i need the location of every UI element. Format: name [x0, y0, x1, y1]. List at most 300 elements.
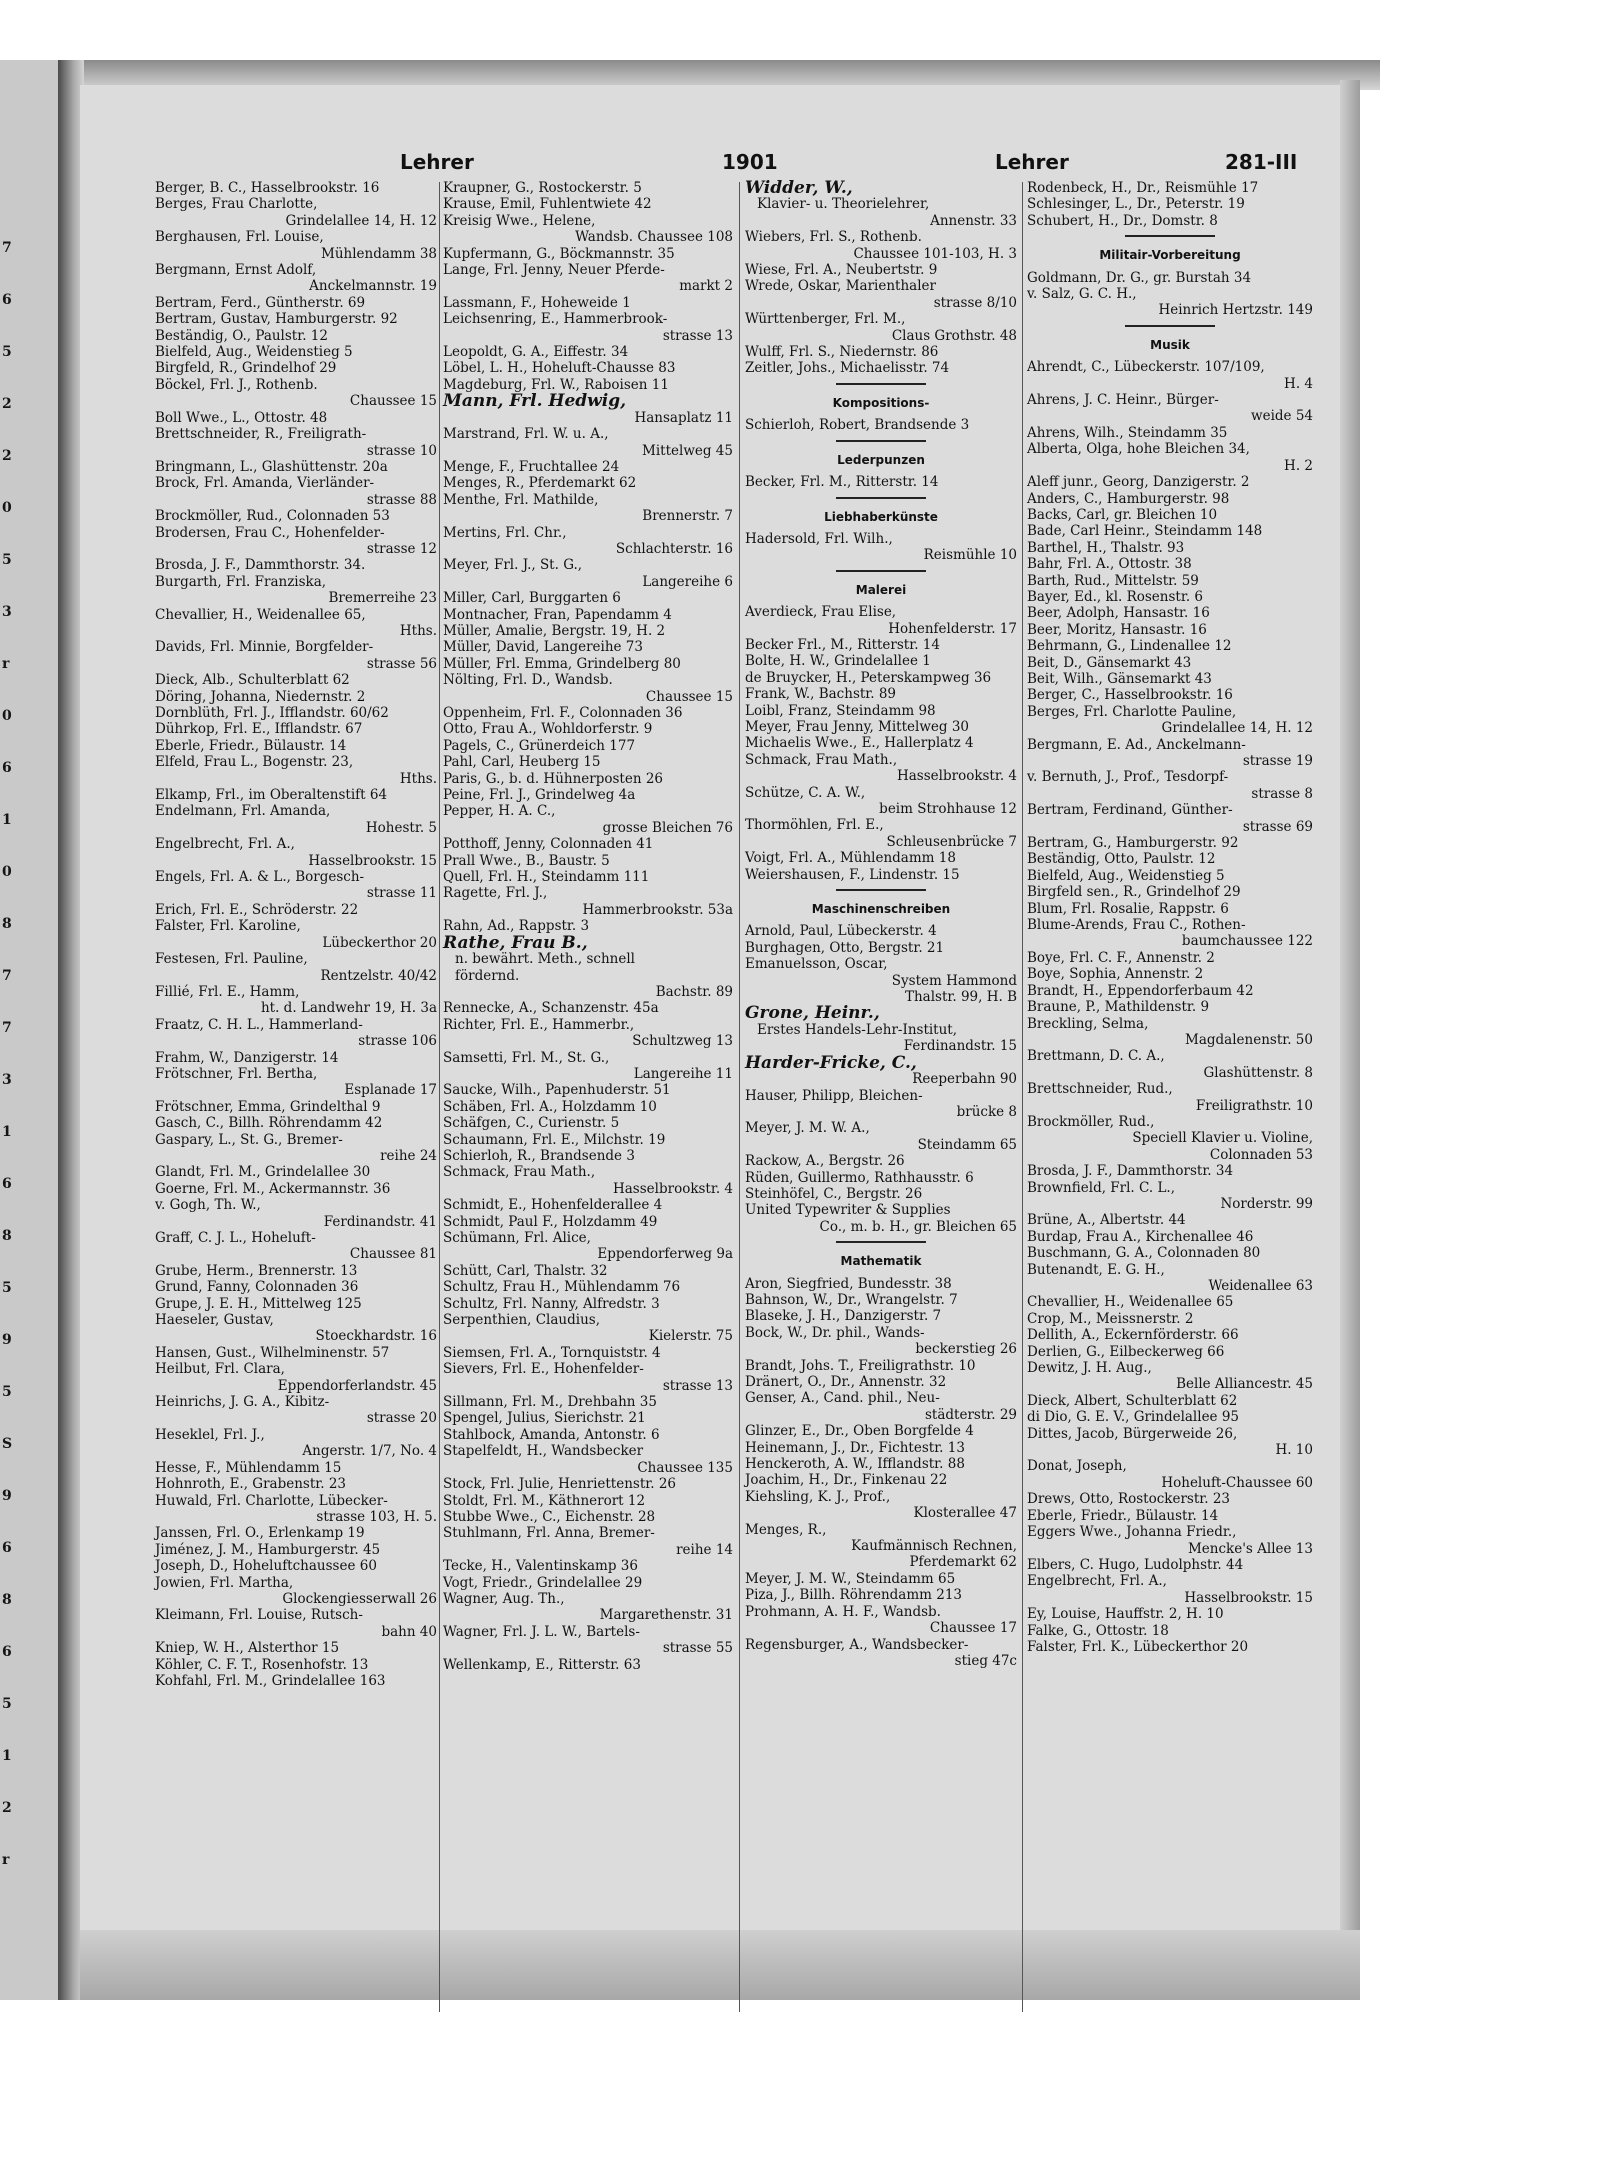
entry-name-line: Frahm, W., Danzigerstr. 14 — [155, 1049, 339, 1066]
directory-entry — [155, 1099, 437, 1115]
entry-continuation-line: strasse 8 — [1251, 785, 1313, 802]
directory-entry — [443, 754, 733, 770]
entry-name-line: Quell, Frl. H., Steindamm 111 — [443, 869, 650, 886]
directory-entry — [1027, 638, 1313, 654]
entry-name-line: Widder, W., — [745, 178, 853, 198]
directory-entry — [1027, 1114, 1313, 1163]
entry-name-line: Leichsenring, E., Hammerbrook- — [443, 311, 668, 328]
directory-entry — [745, 1637, 1017, 1670]
directory-entry — [745, 1358, 1017, 1374]
directory-entry — [443, 1394, 733, 1410]
directory-entry — [155, 1132, 437, 1165]
directory-entry — [1027, 1623, 1313, 1639]
entry-continuation-line: Reismühle 10 — [923, 547, 1017, 564]
entry-continuation-line: Stoeckhardstr. 16 — [315, 1328, 437, 1345]
entry-name-line: Bertram, G., Hamburgerstr. 92 — [1027, 835, 1239, 852]
entry-name-line: Bahr, Frl. A., Ottostr. 38 — [1027, 556, 1192, 573]
directory-entry — [443, 1657, 733, 1673]
margin-number: 0 — [2, 708, 12, 724]
entry-name-line: Beständig, Otto, Paulstr. 12 — [1027, 851, 1216, 868]
directory-entry — [1027, 999, 1313, 1015]
entry-continuation-line: Hansaplatz 11 — [634, 409, 733, 426]
directory-entry — [745, 1571, 1017, 1587]
entry-name-line: Heinemann, J., Dr., Fichtestr. 13 — [745, 1439, 965, 1456]
directory-entry — [1027, 622, 1313, 638]
entry-name-line: Lassmann, F., Hoheweide 1 — [443, 294, 631, 311]
directory-entry — [1027, 1311, 1313, 1327]
directory-entry — [443, 1214, 733, 1230]
entry-name-line: Ahrens, Wilh., Steindamm 35 — [1027, 424, 1228, 441]
entry-name-line: Grupe, J. E. H., Mittelweg 125 — [155, 1295, 362, 1312]
section-heading: Maschinenschreiben — [811, 902, 951, 917]
directory-entry — [1027, 474, 1313, 490]
entry-continuation-line: Lübeckerthor 20 — [322, 934, 437, 951]
entry-continuation-line: Hths. — [399, 622, 437, 639]
directory-entry — [745, 1522, 1017, 1571]
directory-entry — [1027, 1344, 1313, 1360]
entry-name-line: Loibl, Franz, Steindamm 98 — [745, 702, 936, 719]
margin-number: 0 — [2, 500, 12, 516]
entry-name-line: di Dio, G. E. V., Grindelallee 95 — [1027, 1409, 1240, 1426]
entry-name-line: Dieck, Alb., Schulterblatt 62 — [155, 672, 350, 689]
entry-name-line: Genser, A., Cand. phil., Neu- — [745, 1390, 940, 1407]
directory-entry — [155, 1230, 437, 1263]
entry-name-line: Eberle, Friedr., Bülaustr. 14 — [155, 737, 347, 754]
entry-continuation-line: Norderstr. 99 — [1220, 1195, 1313, 1212]
directory-entry — [745, 719, 1017, 735]
entry-continuation-line: Ferdinandstr. 41 — [323, 1213, 437, 1230]
header-right-title: Lehrer — [995, 150, 1069, 174]
directory-entry — [443, 1443, 733, 1476]
entry-name-line: Piza, J., Billh. Röhrendamm 213 — [745, 1587, 963, 1604]
directory-entry — [1027, 1180, 1313, 1213]
directory-entry — [155, 639, 437, 672]
entry-name-line: Rüden, Guillermo, Rathhausstr. 6 — [745, 1169, 974, 1186]
entry-name-line: Schütt, Carl, Thalstr. 32 — [443, 1262, 608, 1279]
header-left-title: Lehrer — [400, 150, 474, 174]
entry-name-line: Brandt, H., Eppendorferbaum 42 — [1027, 982, 1254, 999]
directory-entry — [443, 836, 733, 852]
directory-entry — [155, 295, 437, 311]
directory-entry — [155, 738, 437, 754]
entry-name-line: Barthel, H., Thalstr. 93 — [1027, 539, 1185, 556]
entry-name-line: Anders, C., Hamburgerstr. 98 — [1027, 490, 1230, 507]
directory-entry — [745, 1456, 1017, 1472]
entry-name-line: Falster, Frl. K., Lübeckerthor 20 — [1027, 1638, 1249, 1655]
directory-entry — [745, 1390, 1017, 1423]
directory-entry — [745, 923, 1017, 939]
entry-name-line: Bielfeld, Aug., Weidenstieg 5 — [155, 344, 353, 361]
directory-entry — [443, 1361, 733, 1394]
entry-name-line: Beer, Moritz, Hansastr. 16 — [1027, 621, 1207, 638]
entry-continuation-line: Speciell Klavier u. Violine, — [1132, 1130, 1313, 1147]
directory-entry — [443, 590, 733, 606]
entry-name-line: Beer, Adolph, Hansastr. 16 — [1027, 605, 1210, 622]
directory-entry — [1027, 835, 1313, 851]
entry-continuation-line: strasse 8/10 — [933, 294, 1017, 311]
directory-entry — [1027, 1048, 1313, 1081]
directory-entry — [745, 686, 1017, 702]
entry-continuation-line: Margarethenstr. 31 — [599, 1607, 733, 1624]
directory-entry — [1027, 1491, 1313, 1507]
directory-entry — [443, 180, 733, 196]
section-rule — [836, 1241, 926, 1243]
entry-name-line: Brettmann, D. C. A., — [1027, 1048, 1165, 1065]
directory-entry — [1027, 605, 1313, 621]
entry-name-line: Blaseke, J. H., Danzigerstr. 7 — [745, 1308, 942, 1325]
margin-number: 1 — [2, 1124, 12, 1140]
entry-continuation-line: brücke 8 — [956, 1103, 1017, 1120]
entry-continuation-line: strasse 19 — [1242, 753, 1313, 769]
entry-name-line: Meyer, J. M. W., Steindamm 65 — [745, 1570, 956, 1587]
margin-number: 2 — [2, 448, 12, 464]
directory-entry — [1027, 884, 1313, 900]
entry-name-line: Fillié, Frl. E., Hamm, — [155, 983, 300, 1000]
entry-name-line: Blume-Arends, Frau C., Rothen- — [1027, 917, 1246, 934]
directory-entry — [155, 803, 437, 836]
directory-entry — [155, 705, 437, 721]
directory-entry — [443, 246, 733, 262]
entry-name-line: Kupfermann, G., Böckmannstr. 35 — [443, 245, 675, 262]
entry-name-line: Grone, Heinr., — [745, 1003, 880, 1024]
entry-name-line: Heseklel, Frl. J., — [155, 1426, 265, 1443]
entry-name-line: Beständig, O., Paulstr. 12 — [155, 327, 328, 344]
directory-entry — [1027, 1163, 1313, 1179]
section-rule — [1125, 325, 1215, 327]
directory-entry — [1027, 1212, 1313, 1228]
entry-name-line: Goldmann, Dr. G., gr. Burstah 34 — [1027, 269, 1252, 286]
entry-name-line: Schmack, Frau Math., — [745, 751, 898, 768]
entry-name-line: Stapelfeldt, H., Wandsbecker — [443, 1443, 644, 1460]
directory-entry — [443, 1476, 733, 1492]
entry-name-line: Miller, Carl, Burggarten 6 — [443, 590, 621, 607]
directory-entry — [443, 1575, 733, 1591]
margin-number: 6 — [2, 1644, 12, 1660]
entry-continuation-line: Brennerstr. 7 — [642, 508, 733, 525]
directory-entry — [745, 817, 1017, 850]
directory-entry — [443, 459, 733, 475]
entry-name-line: Alberta, Olga, hohe Bleichen 34, — [1027, 441, 1250, 458]
directory-entry — [1027, 589, 1313, 605]
entry-name-line: Schäfgen, C., Curienstr. 5 — [443, 1115, 620, 1132]
directory-entry — [745, 311, 1017, 344]
entry-continuation-line: strasse 13 — [662, 1377, 733, 1394]
directory-entry — [155, 869, 437, 902]
entry-name-line: Donat, Joseph, — [1027, 1458, 1127, 1475]
entry-name-line: Emanuelsson, Oscar, — [745, 956, 888, 973]
entry-name-line: Frötschner, Frl. Bertha, — [155, 1065, 318, 1082]
entry-continuation-line: baumchaussee 122 — [1181, 933, 1313, 950]
directory-entry — [155, 1263, 437, 1279]
entry-continuation-line: Wandsb. Chaussee 108 — [575, 229, 733, 246]
entry-continuation-line: Bremerreihe 23 — [328, 590, 437, 607]
entry-name-line: Kohfahl, Frl. M., Grindelallee 163 — [155, 1672, 386, 1689]
entry-name-line: Wulff, Frl. S., Niedernstr. 86 — [745, 344, 939, 361]
entry-name-line: Birgfeld, R., Grindelhof 29 — [155, 360, 337, 377]
directory-entry — [745, 670, 1017, 686]
entry-name-line: Stock, Frl. Julie, Henriettenstr. 26 — [443, 1476, 676, 1493]
directory-entry — [443, 623, 733, 639]
entry-continuation-line: fördernd. — [455, 967, 520, 984]
directory-entry — [1027, 1557, 1313, 1573]
entry-continuation-line: Eppendorferlandstr. 45 — [277, 1377, 437, 1394]
entry-name-line: Bahnson, W., Dr., Wrangelstr. 7 — [745, 1291, 958, 1308]
directory-entry — [155, 721, 437, 737]
entry-name-line: Schierloh, Robert, Brandsende 3 — [745, 417, 970, 434]
entry-name-line: Wiebers, Frl. S., Rothenb. — [745, 229, 922, 246]
entry-name-line: Döring, Johanna, Niedernstr. 2 — [155, 688, 366, 705]
entry-name-line: Spengel, Julius, Sierichstr. 21 — [443, 1410, 646, 1427]
directory-entry — [155, 1673, 437, 1689]
entry-name-line: Meyer, Frl. J., St. G., — [443, 557, 583, 574]
entry-name-line: Sievers, Frl. E., Hohenfelder- — [443, 1361, 644, 1378]
entry-name-line: Potthoff, Jenny, Colonnaden 41 — [443, 836, 654, 853]
entry-continuation-line: Hasselbrookstr. 15 — [1184, 1589, 1313, 1606]
directory-entry — [155, 574, 437, 607]
entry-name-line: Pahl, Carl, Heuberg 15 — [443, 754, 601, 771]
margin-number: 7 — [2, 240, 12, 256]
entry-name-line: Hansen, Gust., Wilhelminenstr. 57 — [155, 1344, 390, 1361]
directory-entry — [155, 311, 437, 327]
directory-entry — [745, 474, 1017, 490]
margin-number: r — [2, 1852, 10, 1868]
directory-entry — [1027, 983, 1313, 999]
entry-name-line: Bayer, Ed., kl. Rosenstr. 6 — [1027, 588, 1203, 605]
entry-name-line: Wellenkamp, E., Ritterstr. 63 — [443, 1656, 641, 1673]
section-heading: Kompositions- — [832, 395, 930, 410]
directory-entry — [155, 1525, 437, 1541]
entry-continuation-line: Esplanade 17 — [344, 1082, 437, 1099]
directory-entry — [443, 262, 733, 295]
directory-entry — [1027, 540, 1313, 556]
directory-entry — [1027, 523, 1313, 539]
entry-name-line: Hohnroth, E., Grabenstr. 23 — [155, 1476, 346, 1493]
directory-entry — [1027, 180, 1313, 196]
section-rule — [836, 440, 926, 442]
entry-continuation-line: Langereihe 11 — [633, 1065, 733, 1082]
entry-name-line: Hadersold, Frl. Wilh., — [745, 530, 893, 547]
directory-entry — [155, 426, 437, 459]
entry-continuation-line: Magdalenenstr. 50 — [1185, 1031, 1313, 1048]
entry-name-line: Schütze, C. A. W., — [745, 784, 866, 801]
directory-entry — [443, 426, 733, 459]
entry-continuation-line: ht. d. Landwehr 19, H. 3a — [260, 1000, 437, 1017]
directory-entry — [155, 475, 437, 508]
entry-continuation-line: n. bewährt. Meth., schnell — [455, 951, 635, 968]
directory-entry — [155, 262, 437, 295]
directory-entry — [745, 1374, 1017, 1390]
entry-name-line: Falster, Frl. Karoline, — [155, 918, 301, 935]
entry-name-line: Frötschner, Emma, Grindelthal 9 — [155, 1098, 381, 1115]
directory-entry — [1027, 392, 1313, 425]
section-heading: Musik — [1150, 337, 1190, 352]
entry-name-line: Paris, G., b. d. Hühnerposten 26 — [443, 770, 664, 787]
entry-name-line: Harder-Fricke, C., — [745, 1052, 917, 1073]
entry-continuation-line: Glockengiesserwall 26 — [282, 1590, 437, 1607]
margin-number: 6 — [2, 292, 12, 308]
entry-name-line: Schultz, Frl. Nanny, Alfredstr. 3 — [443, 1295, 660, 1312]
margin-number: 5 — [2, 1696, 12, 1712]
entry-name-line: Dellith, A., Eckernförderstr. 66 — [1027, 1327, 1239, 1344]
entry-name-line: Averdieck, Frau Elise, — [745, 604, 897, 621]
entry-continuation-line: Kielerstr. 75 — [648, 1328, 733, 1345]
entry-name-line: Dränert, O., Dr., Annenstr. 32 — [745, 1374, 947, 1390]
directory-entry — [155, 689, 437, 705]
entry-name-line: Lange, Frl. Jenny, Neuer Pferde- — [443, 262, 665, 279]
entry-name-line: Kreisig Wwe., Helene, — [443, 212, 596, 229]
entry-name-line: Schlesinger, L., Dr., Peterstr. 19 — [1027, 196, 1245, 213]
directory-entry — [443, 869, 733, 885]
directory-entry — [745, 785, 1017, 818]
entry-continuation-line: Schultzweg 13 — [632, 1033, 733, 1050]
directory-entry — [443, 1296, 733, 1312]
entry-name-line: Kiehsling, K. J., Prof., — [745, 1488, 891, 1505]
margin-number: 1 — [2, 812, 12, 828]
directory-entry — [443, 721, 733, 737]
directory-entry — [745, 1088, 1017, 1121]
directory-entry — [443, 1000, 733, 1016]
entry-name-line: Chevallier, H., Weidenallee 65 — [1027, 1294, 1234, 1311]
directory-entry — [1027, 196, 1313, 212]
directory-entry — [155, 1460, 437, 1476]
entry-name-line: Henckeroth, A. W., Ifflandstr. 88 — [745, 1456, 965, 1473]
entry-name-line: Zeitler, Johs., Michaelisstr. 74 — [745, 360, 950, 377]
directory-entry — [1027, 441, 1313, 474]
directory-entry — [155, 1312, 437, 1345]
directory-entry — [745, 1202, 1017, 1235]
section-rule — [836, 570, 926, 572]
directory-entry — [745, 1120, 1017, 1153]
entry-continuation-line: Chaussee 15 — [645, 688, 733, 705]
entry-name-line: Dieck, Albert, Schulterblatt 62 — [1027, 1392, 1238, 1409]
entry-name-line: Mann, Frl. Hedwig, — [443, 391, 627, 412]
entry-continuation-line: strasse 10 — [366, 442, 437, 459]
entry-continuation-line: Hasselbrookstr. 4 — [612, 1180, 733, 1197]
entry-name-line: Grube, Herm., Brennerstr. 13 — [155, 1262, 358, 1279]
directory-entry — [443, 1148, 733, 1164]
entry-name-line: Regensburger, A., Wandsbecker- — [745, 1636, 969, 1653]
entry-name-line: Michaelis Wwe., E., Hallerplatz 4 — [745, 735, 974, 752]
entry-continuation-line: Erstes Handels-Lehr-Institut, — [757, 1021, 958, 1038]
directory-entry — [1027, 687, 1313, 703]
directory-entry — [155, 229, 437, 262]
entry-name-line: Pagels, C., Grünerdeich 177 — [443, 737, 636, 754]
margin-number: 7 — [2, 1020, 12, 1036]
entry-name-line: Kraupner, G., Rostockerstr. 5 — [443, 180, 642, 196]
directory-entry — [155, 459, 437, 475]
section-rule — [836, 497, 926, 499]
directory-entry — [155, 1575, 437, 1608]
entry-name-line: Endelmann, Frl. Amanda, — [155, 803, 331, 820]
entry-continuation-line: grosse Bleichen 76 — [602, 819, 733, 836]
entry-name-line: Bringmann, L., Glashüttenstr. 20a — [155, 458, 388, 475]
directory-entry — [443, 1017, 733, 1050]
entry-name-line: Serpenthien, Claudius, — [443, 1312, 600, 1329]
entry-continuation-line: H. 4 — [1284, 375, 1313, 392]
entry-name-line: Breckling, Selma, — [1027, 1015, 1149, 1032]
entry-name-line: Gaspary, L., St. G., Bremer- — [155, 1131, 343, 1148]
entry-name-line: Butenandt, E. G. H., — [1027, 1261, 1165, 1278]
entry-continuation-line: Hasselbrookstr. 4 — [896, 768, 1017, 785]
entry-name-line: Festesen, Frl. Pauline, — [155, 951, 308, 968]
entry-name-line: v. Bernuth, J., Prof., Tesdorpf- — [1027, 769, 1229, 786]
entry-name-line: Graff, C. J. L., Hoheluft- — [155, 1230, 316, 1246]
entry-name-line: Gasch, C., Billh. Röhrendamm 42 — [155, 1115, 383, 1132]
directory-entry — [745, 344, 1017, 360]
entry-name-line: Bergmann, E. Ad., Anckelmann- — [1027, 736, 1246, 753]
entry-name-line: Kleimann, Frl. Louise, Rutsch- — [155, 1607, 363, 1624]
directory-entry — [155, 1640, 437, 1656]
entry-name-line: Braune, P., Mathildenstr. 9 — [1027, 999, 1210, 1016]
entry-continuation-line: Bachstr. 89 — [655, 983, 733, 1000]
entry-name-line: Hesse, F., Mühlendamm 15 — [155, 1459, 342, 1476]
entry-name-line: v. Gogh, Th. W., — [155, 1197, 261, 1214]
entry-name-line: Elfeld, Frau L., Bogenstr. 23, — [155, 754, 354, 771]
entry-name-line: Müller, Amalie, Bergstr. 19, H. 2 — [443, 622, 666, 639]
directory-entry — [1027, 359, 1313, 392]
directory-entry — [1027, 573, 1313, 589]
entry-name-line: Ragette, Frl. J., — [443, 885, 548, 902]
entry-name-line: Nölting, Frl. D., Wandsb. — [443, 672, 613, 689]
directory-entry — [443, 803, 733, 836]
directory-entry — [1027, 671, 1313, 687]
entry-name-line: Voigt, Frl. A., Mühlendamm 18 — [745, 850, 956, 867]
directory-entry — [443, 525, 733, 558]
entry-name-line: Prohmann, A. H. F., Wandsb. — [745, 1603, 941, 1620]
entry-name-line: Brüne, A., Albertstr. 44 — [1027, 1212, 1186, 1229]
entry-name-line: Stubbe Wwe., C., Eichenstr. 28 — [443, 1508, 656, 1525]
section-heading: Lederpunzen — [837, 452, 925, 467]
directory-entry — [155, 1050, 437, 1066]
directory-entry — [443, 1099, 733, 1115]
directory-entry — [443, 1591, 733, 1624]
directory-entry — [443, 1050, 733, 1083]
directory-entry — [155, 344, 437, 360]
entry-continuation-line: Chaussee 101-103, H. 3 — [853, 245, 1017, 262]
directory-entry — [443, 853, 733, 869]
directory-entry — [745, 735, 1017, 751]
entry-name-line: Becker Frl., M., Ritterstr. 14 — [745, 636, 940, 653]
entry-name-line: Joachim, H., Dr., Finkenau 22 — [745, 1472, 948, 1489]
entry-name-line: de Bruycker, H., Peterskampweg 36 — [745, 669, 992, 686]
directory-entry — [443, 1410, 733, 1426]
directory-entry — [443, 932, 733, 1001]
entry-name-line: Wrede, Oskar, Marienthaler — [745, 278, 936, 295]
directory-entry — [443, 787, 733, 803]
directory-entry — [745, 604, 1017, 637]
directory-entry — [155, 377, 437, 410]
directory-entry — [1027, 769, 1313, 802]
entry-continuation-line: Hohestr. 5 — [365, 819, 437, 836]
directory-entry — [1027, 966, 1313, 982]
margin-number: S — [2, 1436, 13, 1452]
entry-continuation-line: Steindamm 65 — [917, 1136, 1017, 1153]
entry-continuation-line: Weidenallee 63 — [1208, 1278, 1313, 1294]
directory-entry — [155, 557, 437, 573]
entry-name-line: Joseph, D., Hoheluftchaussee 60 — [155, 1558, 377, 1575]
entry-name-line: Janssen, Frl. O., Erlenkamp 19 — [155, 1525, 365, 1542]
directory-entry — [443, 1230, 733, 1263]
entry-continuation-line: strasse 103, H. 5. — [316, 1508, 437, 1525]
margin-number: 1 — [2, 1748, 12, 1764]
directory-entry — [443, 1115, 733, 1131]
entry-continuation-line: weide 54 — [1251, 408, 1313, 425]
entry-name-line: Buschmann, G. A., Colonnaden 80 — [1027, 1245, 1261, 1262]
entry-continuation-line: Reeperbahn 90 — [912, 1071, 1017, 1088]
entry-continuation-line: Chaussee 135 — [637, 1459, 733, 1476]
directory-entry — [155, 672, 437, 688]
entry-name-line: Menthe, Frl. Mathilde, — [443, 491, 599, 508]
